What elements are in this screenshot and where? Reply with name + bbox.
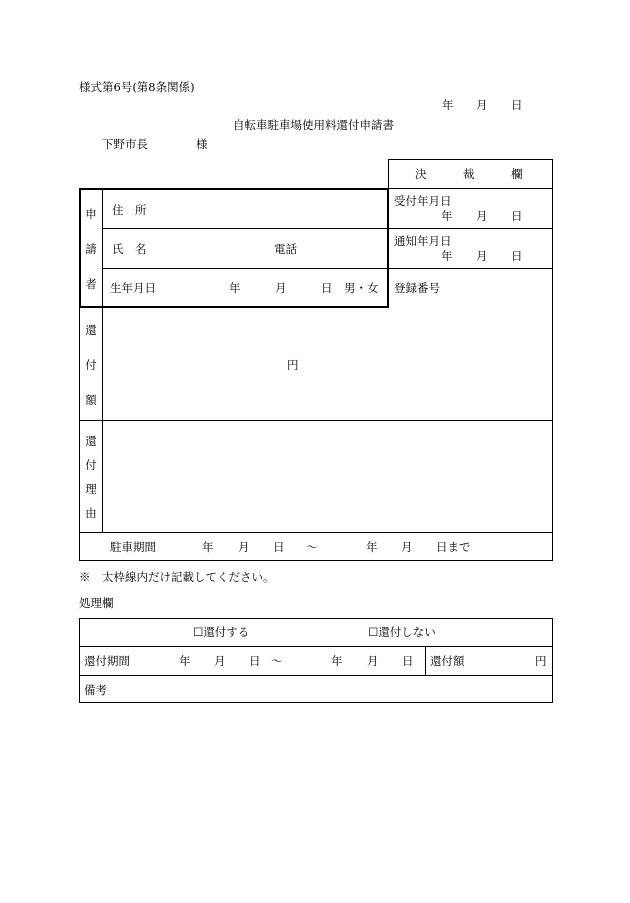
- notice-date-label: 通知年月日: [394, 234, 452, 248]
- parking-start-year: 年: [202, 540, 214, 554]
- parking-period-tilde: 〜: [306, 540, 318, 554]
- approval-top-line: [388, 159, 553, 160]
- refund-reason-side-label-2: 付: [85, 458, 97, 472]
- applicant-row-line-2: [102, 268, 388, 269]
- birth-date-label: 生年月日: [110, 281, 156, 295]
- refund-reason-bottom-line: [79, 532, 553, 533]
- receipt-date-year: 年: [441, 209, 453, 223]
- refund-period-tilde: 〜: [271, 654, 283, 668]
- lower-label-divider: [102, 307, 103, 532]
- refund-amount-label: 還付額: [430, 654, 465, 668]
- refund-start-month: 月: [214, 654, 226, 668]
- parking-start-month: 月: [238, 540, 250, 554]
- refund-amount-side-label-2: 付: [85, 358, 97, 372]
- option-refund-label: 還付する: [203, 625, 250, 639]
- approval-row-line-3: [388, 268, 553, 269]
- processing-row-line-2: [79, 675, 553, 676]
- form-number: 様式第6号(第8条関係): [79, 80, 195, 94]
- parking-end-year: 年: [366, 540, 378, 554]
- applicant-side-label-1: 申: [85, 207, 97, 221]
- applicant-label-divider: [102, 189, 103, 307]
- notice-date-day: 日: [511, 249, 523, 263]
- refund-amount-side-label-3: 額: [85, 393, 97, 407]
- applicant-row-line-1: [102, 228, 388, 229]
- birth-year: 年: [229, 281, 241, 295]
- remarks-label: 備考: [84, 683, 107, 697]
- registration-number-label: 登録番号: [394, 281, 440, 295]
- option-no-refund[interactable]: [368, 625, 436, 639]
- refund-end-year: 年: [331, 654, 343, 668]
- document-title: 自転車駐車場使用料還付申請書: [233, 118, 394, 132]
- refund-amount-currency: 円: [535, 654, 547, 668]
- approval-heading-2: 裁: [463, 167, 475, 181]
- instruction-note: ※ 太枠線内だけ記載してください。: [79, 570, 275, 584]
- parking-end-month: 月: [401, 540, 413, 554]
- parking-start-day: 日: [273, 540, 285, 554]
- refund-amount-bottom-line: [79, 420, 553, 421]
- receipt-date-month: 月: [476, 209, 488, 223]
- addressee-honorific: 様: [196, 137, 208, 151]
- refund-end-month: 月: [367, 654, 379, 668]
- refund-reason-side-label-4: 由: [85, 506, 97, 520]
- approval-heading-3: 欄: [511, 167, 523, 181]
- notice-date-month: 月: [476, 249, 488, 263]
- addressee: 下野市長: [102, 137, 148, 151]
- processing-row-line-1: [79, 646, 553, 647]
- approval-row-line-1: [388, 188, 553, 189]
- receipt-date-label: 受付年月日: [394, 194, 452, 208]
- header-date-month: 月: [476, 98, 488, 112]
- refund-checkbox-icon[interactable]: ☐: [193, 625, 204, 639]
- approval-heading-1: 決: [415, 167, 427, 181]
- receipt-date-day: 日: [511, 209, 523, 223]
- header-date-year: 年: [442, 98, 454, 112]
- parking-period-label: 駐車期間: [110, 540, 156, 554]
- address-label: 住 所: [112, 203, 147, 217]
- option-refund[interactable]: [193, 625, 249, 639]
- approval-row-line-2: [388, 228, 553, 229]
- processing-heading: 処理欄: [79, 596, 114, 610]
- applicant-side-label-3: 者: [85, 277, 97, 291]
- option-no-refund-label: 還付しない: [378, 625, 436, 639]
- header-date-day: 日: [511, 98, 523, 112]
- refund-start-year: 年: [179, 654, 191, 668]
- no-refund-checkbox-icon[interactable]: ☐: [368, 625, 379, 639]
- refund-period-label: 還付期間: [84, 654, 130, 668]
- refund-reason-side-label-3: 理: [85, 482, 97, 496]
- refund-amount-unit: 円: [287, 358, 299, 372]
- applicant-side-label-2: 請: [85, 242, 97, 256]
- gender-choice: 男・女: [344, 281, 379, 295]
- parking-end-day: 日まで: [436, 540, 471, 554]
- refund-start-day: 日: [249, 654, 261, 668]
- refund-reason-side-label-1: 還: [85, 434, 97, 448]
- notice-date-year: 年: [441, 249, 453, 263]
- refund-end-day: 日: [402, 654, 414, 668]
- refund-amount-side-label-1: 還: [85, 323, 97, 337]
- processing-amount-divider: [425, 646, 426, 675]
- phone-label: 電話: [274, 242, 297, 256]
- name-label: 氏 名: [112, 242, 147, 256]
- birth-month: 月: [275, 281, 287, 295]
- processing-table-frame: [79, 618, 553, 703]
- birth-day: 日: [321, 281, 333, 295]
